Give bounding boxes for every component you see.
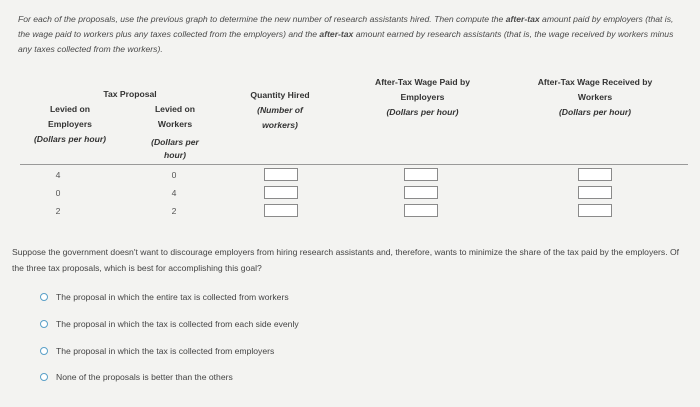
row2-employers: 0 [55, 188, 61, 198]
option-evenly[interactable] [40, 319, 299, 329]
paid-by-employers-line2: Employers [400, 92, 445, 102]
paid-by-employers-line3: (Dollars per hour) [386, 107, 459, 117]
quantity-hired-line3: workers) [262, 120, 298, 130]
radio-icon[interactable] [40, 320, 48, 328]
option-none[interactable] [40, 372, 233, 382]
received-by-workers-line3: (Dollars per hour) [558, 107, 632, 117]
quantity-hired-line1: Quantity Hired [250, 90, 310, 100]
table-divider [20, 164, 688, 165]
option-workers[interactable] [40, 292, 289, 302]
radio-icon[interactable] [40, 347, 48, 355]
quantity-input-row3[interactable] [264, 204, 298, 217]
levied-employers-line2: Employers [48, 119, 92, 129]
row2-workers: 4 [171, 188, 177, 198]
worker-wage-input-row3[interactable] [578, 204, 612, 217]
levied-employers-line1: Levied on [49, 104, 91, 114]
employer-wage-input-row2[interactable] [404, 186, 438, 199]
question-text: Suppose the government doesn't want to discourage employers from hiring research assistants and, therefore, wants to minimize the share of the tax paid by the employers. Of the three tax proposals, which is best for accomplishing this goal? [12, 247, 680, 273]
option-label: The proposal in which the entire tax is collected from workers [56, 292, 289, 302]
option-employers[interactable] [40, 346, 274, 356]
row1-workers: 0 [171, 170, 177, 180]
levied-employers-line3: (Dollars per hour) [33, 134, 107, 144]
worker-wage-input-row2[interactable] [578, 186, 612, 199]
worker-wage-input-row1[interactable] [578, 168, 612, 181]
received-by-workers-line1: After-Tax Wage Received by [537, 77, 653, 87]
employer-wage-input-row3[interactable] [404, 204, 438, 217]
instructions: For each of the proposals, use the previous graph to determine the new number of research assistants hired. Then compute the after-tax amount paid by employers (that is, the wage paid to workers plus any taxes collected from the employers) and the after-tax amount earned by research assistants (that is, the wage received by workers minus any taxes collected from the workers). [18, 14, 674, 54]
radio-icon[interactable] [40, 293, 48, 301]
quantity-input-row2[interactable] [264, 186, 298, 199]
quantity-hired-line2: (Number of [257, 105, 303, 115]
levied-workers-line4: hour) [164, 150, 186, 160]
levied-workers-line1: Levied on [154, 104, 196, 114]
received-by-workers-line2: Workers [577, 92, 613, 102]
quantity-input-row1[interactable] [264, 168, 298, 181]
tax-proposal-header: Tax Proposal [103, 89, 157, 99]
option-label: None of the proposals is better than the others [56, 372, 233, 382]
row1-employers: 4 [55, 170, 61, 180]
levied-workers-line2: Workers [157, 119, 193, 129]
option-label: The proposal in which the tax is collected from employers [56, 346, 275, 356]
employer-wage-input-row1[interactable] [404, 168, 438, 181]
radio-icon[interactable] [40, 373, 48, 381]
levied-workers-line3: (Dollars per [151, 137, 199, 147]
row3-employers: 2 [55, 206, 61, 216]
row3-workers: 2 [171, 206, 177, 216]
paid-by-employers-line1: After-Tax Wage Paid by [374, 77, 471, 87]
option-label: The proposal in which the tax is collected from each side evenly [56, 319, 299, 329]
